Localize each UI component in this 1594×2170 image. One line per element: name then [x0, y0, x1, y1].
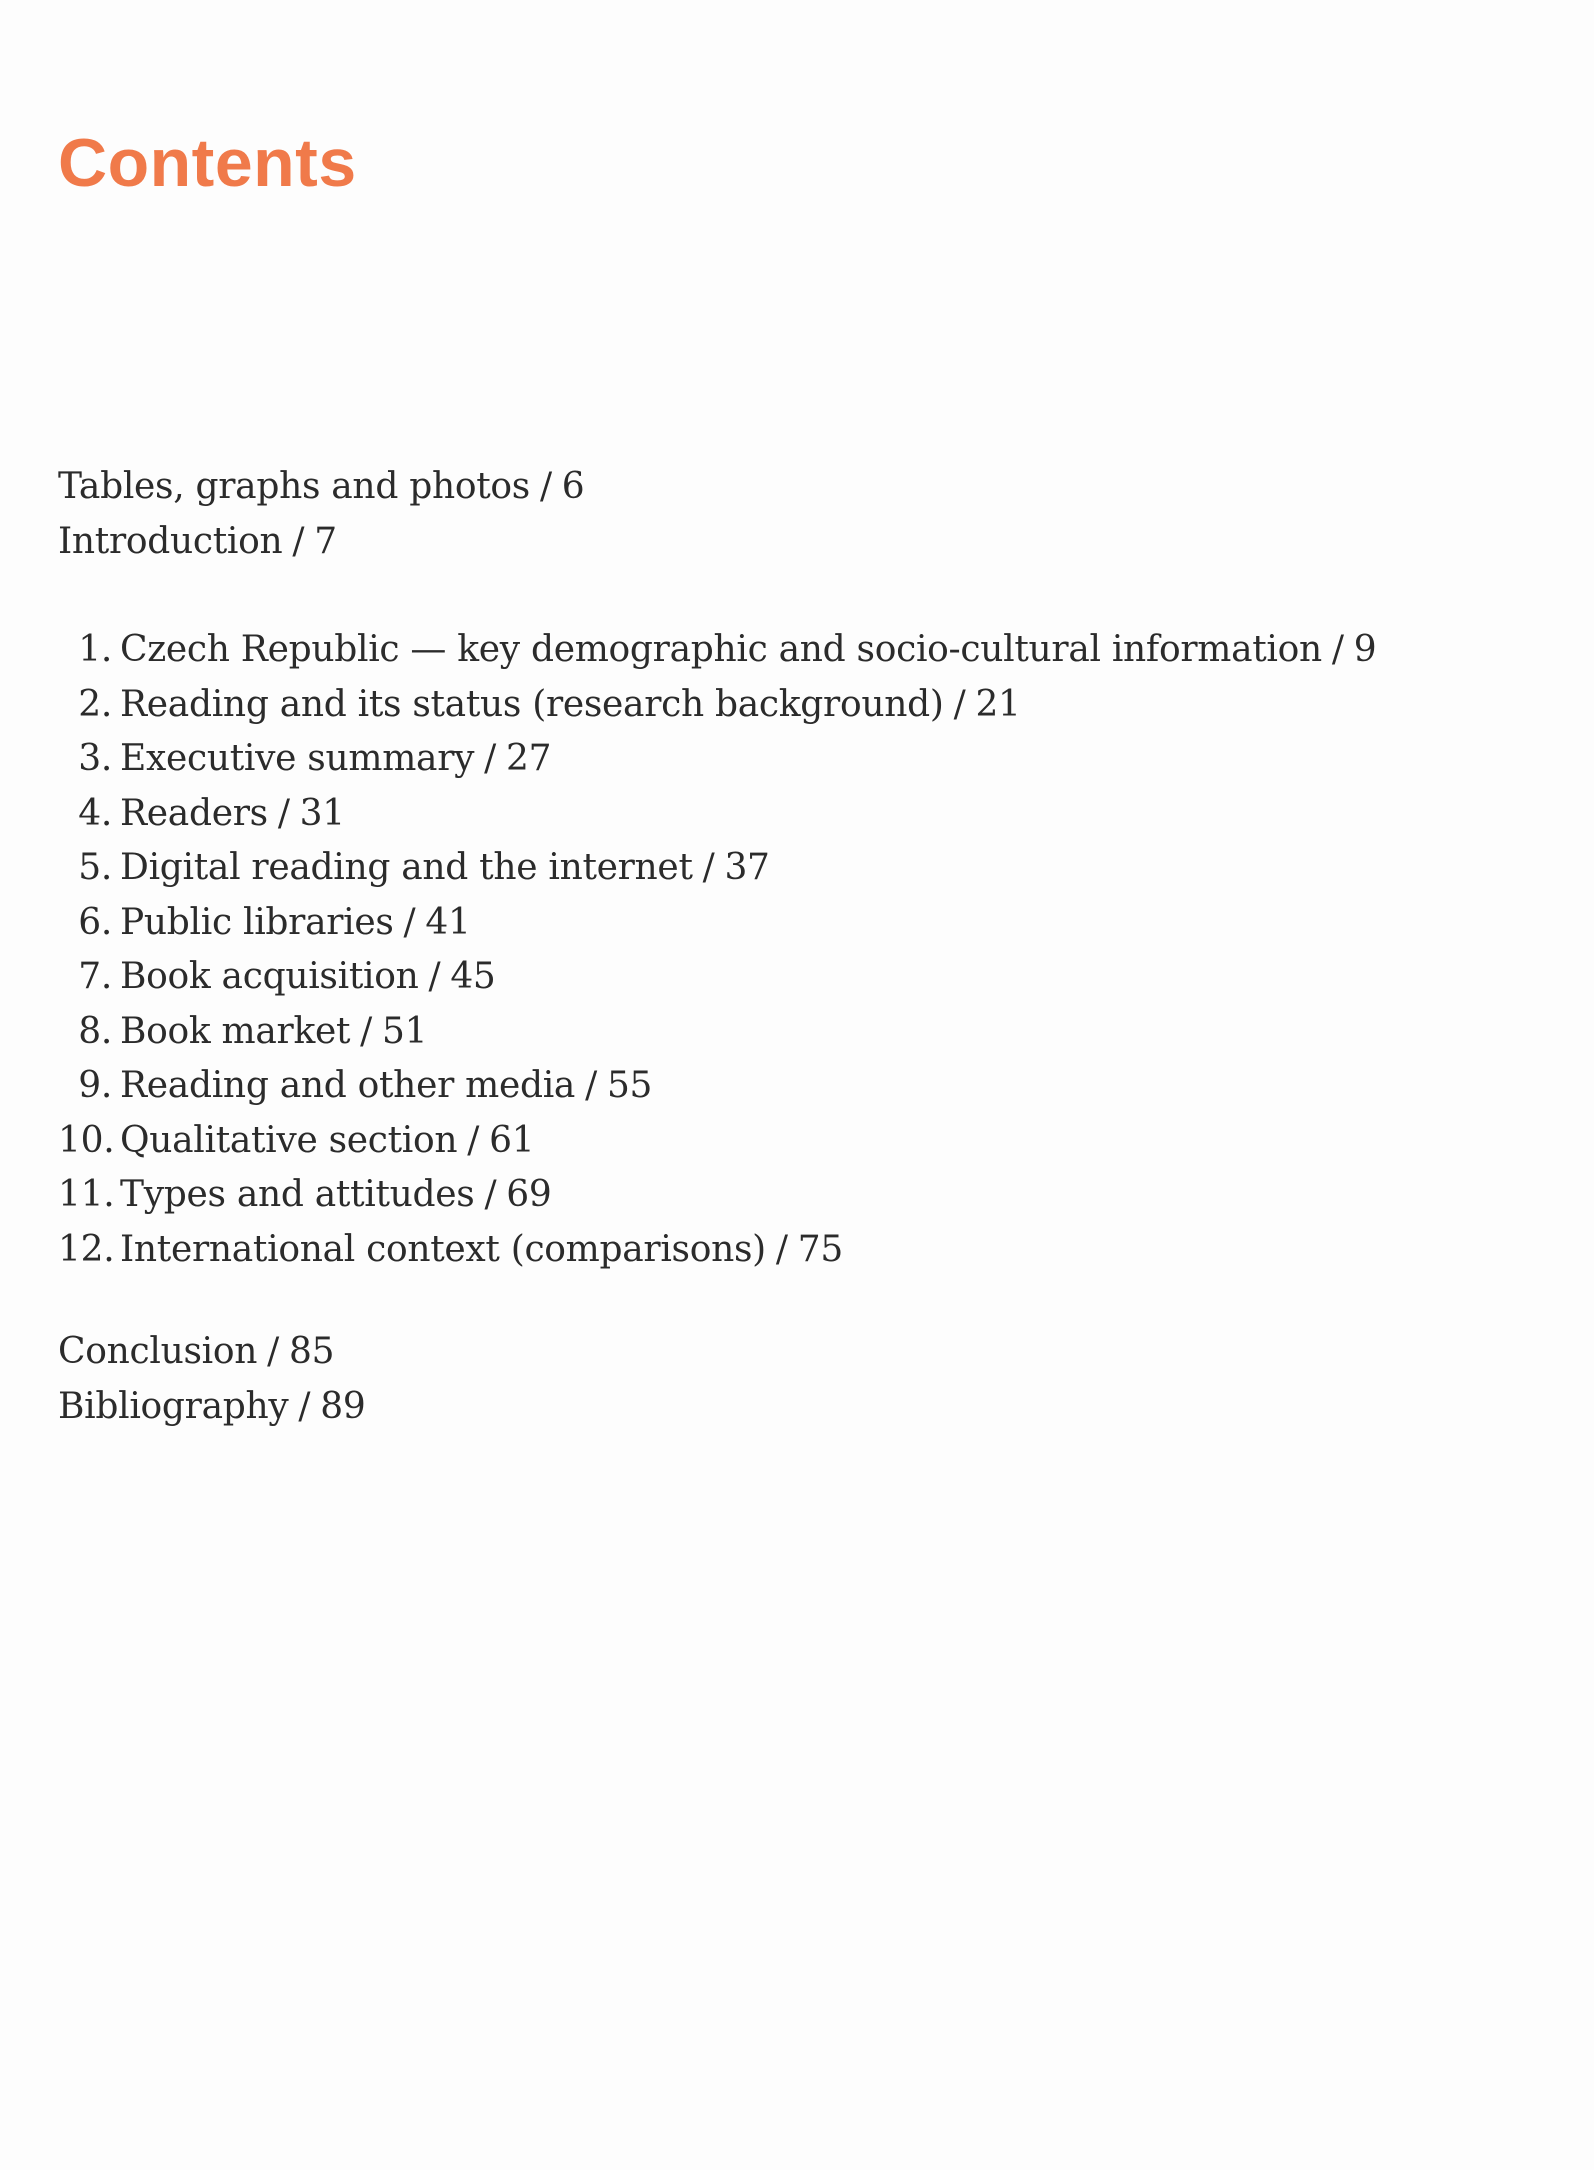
chapter-title: International context (comparisons)	[120, 1228, 766, 1270]
toc-separator: /	[292, 520, 305, 562]
chapter-entry	[58, 841, 1458, 896]
chapter-title: Executive summary	[120, 738, 475, 779]
toc-entry	[58, 515, 1458, 570]
toc-separator: /	[277, 792, 290, 834]
toc-separator: /	[428, 956, 441, 997]
chapter-page: 55	[606, 1065, 653, 1106]
chapter-title: Book market	[120, 1010, 351, 1052]
chapter-number: 4 .	[58, 787, 120, 842]
toc-entry-title: Tables, graphs and photos	[58, 466, 530, 507]
toc-entry-page: 85	[288, 1331, 335, 1372]
toc-separator: /	[775, 1228, 788, 1270]
toc-entry-title: Conclusion	[58, 1331, 258, 1372]
toc-entry	[58, 1380, 1458, 1435]
chapter-page: 45	[450, 956, 496, 997]
toc-separator: /	[298, 1385, 311, 1427]
chapter-entry	[58, 1168, 1458, 1223]
chapter-number: 6 .	[58, 896, 120, 951]
chapter-entry	[58, 678, 1458, 733]
chapter-title: Digital reading and the internet	[120, 847, 693, 888]
chapter-entry	[58, 950, 1458, 1005]
chapter-title: Reading and its status (research background)	[120, 683, 944, 725]
front-matter-list	[58, 460, 1458, 569]
toc-separator: /	[467, 1119, 480, 1161]
toc-separator: /	[953, 683, 966, 725]
chapter-entry	[58, 1223, 1458, 1278]
chapter-page: 9	[1353, 629, 1377, 670]
toc-separator: /	[1331, 629, 1344, 670]
toc-entry-page: 89	[320, 1385, 366, 1427]
chapter-entry	[58, 896, 1458, 951]
toc-entry-page: 7	[314, 520, 337, 562]
chapter-page: 75	[797, 1228, 843, 1270]
chapter-page: 31	[299, 792, 345, 834]
toc-entry-title: Bibliography	[58, 1385, 289, 1427]
chapter-page: 61	[489, 1119, 535, 1161]
chapter-entry	[58, 732, 1458, 787]
toc-entry	[58, 1325, 1458, 1380]
chapter-number: 8 .	[58, 1005, 120, 1060]
chapter-list	[58, 623, 1458, 1277]
chapter-entry	[58, 1059, 1458, 1114]
chapter-title: Public libraries	[120, 901, 394, 943]
chapter-number: 1 .	[58, 623, 120, 678]
toc-separator: /	[702, 847, 715, 888]
chapter-page: 37	[724, 847, 770, 888]
chapter-entry	[58, 787, 1458, 842]
chapter-number: 12 .	[58, 1223, 120, 1278]
chapter-title: Czech Republic — key demographic and socio-cultural information	[120, 629, 1322, 670]
chapter-number: 7 .	[58, 950, 120, 1005]
chapter-page: 21	[975, 683, 1021, 725]
chapter-page: 41	[425, 901, 471, 943]
chapter-number: 2 .	[58, 678, 120, 733]
chapter-title: Readers	[120, 792, 268, 834]
chapter-page: 27	[506, 738, 552, 779]
chapter-entry	[58, 1005, 1458, 1060]
toc-entry	[58, 460, 1458, 515]
chapter-title: Reading and other media	[120, 1065, 576, 1106]
page-title: Contents	[58, 125, 357, 201]
chapter-number: 11 .	[58, 1168, 120, 1223]
toc-separator: /	[539, 466, 552, 507]
chapter-number: 9 .	[58, 1059, 120, 1114]
chapter-title: Types and attitudes	[120, 1174, 475, 1215]
chapter-entry	[58, 623, 1458, 678]
chapter-page: 51	[382, 1010, 428, 1052]
toc-entry-page: 6	[561, 466, 585, 507]
chapter-number: 5 .	[58, 841, 120, 896]
chapter-title: Qualitative section	[120, 1119, 458, 1161]
chapter-number: 10 .	[58, 1114, 120, 1169]
toc-separator: /	[585, 1065, 597, 1106]
toc-separator: /	[403, 901, 416, 943]
toc-separator: /	[360, 1010, 372, 1052]
back-matter-list	[58, 1325, 1458, 1434]
toc-separator: /	[267, 1331, 279, 1372]
toc-entry-title: Introduction	[58, 520, 283, 562]
chapter-title: Book acquisition	[120, 956, 419, 997]
toc-separator: /	[484, 738, 496, 779]
chapter-entry	[58, 1114, 1458, 1169]
chapter-number: 3 .	[58, 732, 120, 787]
chapter-page: 69	[506, 1174, 552, 1215]
toc-separator: /	[484, 1174, 497, 1215]
